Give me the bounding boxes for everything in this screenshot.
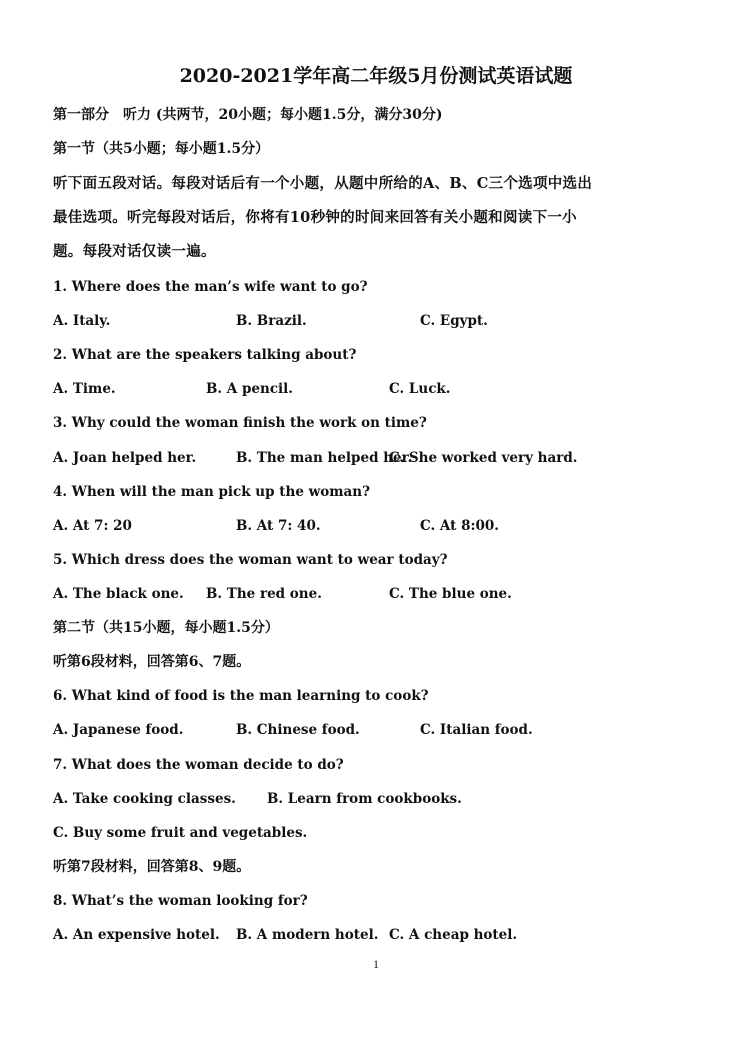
question-3-option-a: A. Joan helped her. <box>53 450 197 466</box>
question-4-option-b: B. At 7: 40. <box>236 518 321 534</box>
question-5-option-c: C. The blue one. <box>389 586 512 602</box>
question-8-option-b: B. A modern hotel. <box>236 927 379 943</box>
section2-heading: 第二节（共15小题，每小题1.5分） <box>53 620 279 636</box>
question-8-option-c: C. A cheap hotel. <box>389 927 518 943</box>
section1-heading: 第一节（共5小题；每小题1.5分） <box>53 141 270 157</box>
question-5: 5. Which dress does the woman want to wear today? <box>53 552 448 568</box>
question-3: 3. Why could the woman finish the work on time? <box>53 415 427 431</box>
question-2: 2. What are the speakers talking about? <box>53 347 357 363</box>
question-3-option-c: C. She worked very hard. <box>389 450 578 466</box>
question-5-option-a: A. The black one. <box>53 586 184 602</box>
question-2-option-a: A. Time. <box>53 381 116 397</box>
question-4: 4. When will the man pick up the woman? <box>53 484 370 500</box>
question-7-option-a: A. Take cooking classes. <box>53 791 236 807</box>
part1-heading: 第一部分 听力 (共两节，20小题；每小题1.5分，满分30分) <box>53 107 443 123</box>
question-1-option-c: C. Egypt. <box>420 313 488 329</box>
question-8-option-a: A. An expensive hotel. <box>53 927 220 943</box>
question-8: 8. What’s the woman looking for? <box>53 893 308 909</box>
question-6: 6. What kind of food is the man learning to cook? <box>53 688 429 704</box>
question-3-option-b: B. The man helped her. <box>236 450 413 466</box>
question-2-option-c: C. Luck. <box>389 381 451 397</box>
question-6-option-a: A. Japanese food. <box>53 722 184 738</box>
question-4-option-c: C. At 8:00. <box>420 518 499 534</box>
question-4-option-a: A. At 7: 20 <box>53 518 132 534</box>
instructions-line-2: 最佳选项。听完每段对话后，你将有10秒钟的时间来回答有关小题和阅读下一小 <box>53 209 577 226</box>
question-7-option-b: B. Learn from cookbooks. <box>267 791 462 807</box>
question-7: 7. What does the woman decide to do? <box>53 757 344 773</box>
question-2-option-b: B. A pencil. <box>206 381 294 397</box>
question-7-option-c: C. Buy some fruit and vegetables. <box>53 825 308 841</box>
instructions-line-3: 题。每段对话仅读一遍。 <box>53 243 216 260</box>
question-1: 1. Where does the man’s wife want to go? <box>53 279 368 295</box>
question-1-option-b: B. Brazil. <box>236 313 307 329</box>
material-6-note: 听第6段材料，回答第6、7题。 <box>53 654 251 670</box>
instructions-line-1: 听下面五段对话。每段对话后有一个小题，从题中所给的A、B、C三个选项中选出 <box>53 175 593 192</box>
page-title: 2020-2021学年高二年级5月份测试英语试题 <box>179 65 573 87</box>
question-1-option-a: A. Italy. <box>53 313 111 329</box>
question-6-option-c: C. Italian food. <box>420 722 533 738</box>
page-number: 1 <box>373 957 379 971</box>
question-5-option-b: B. The red one. <box>206 586 322 602</box>
question-6-option-b: B. Chinese food. <box>236 722 360 738</box>
material-7-note: 听第7段材料，回答第8、9题。 <box>53 859 251 875</box>
